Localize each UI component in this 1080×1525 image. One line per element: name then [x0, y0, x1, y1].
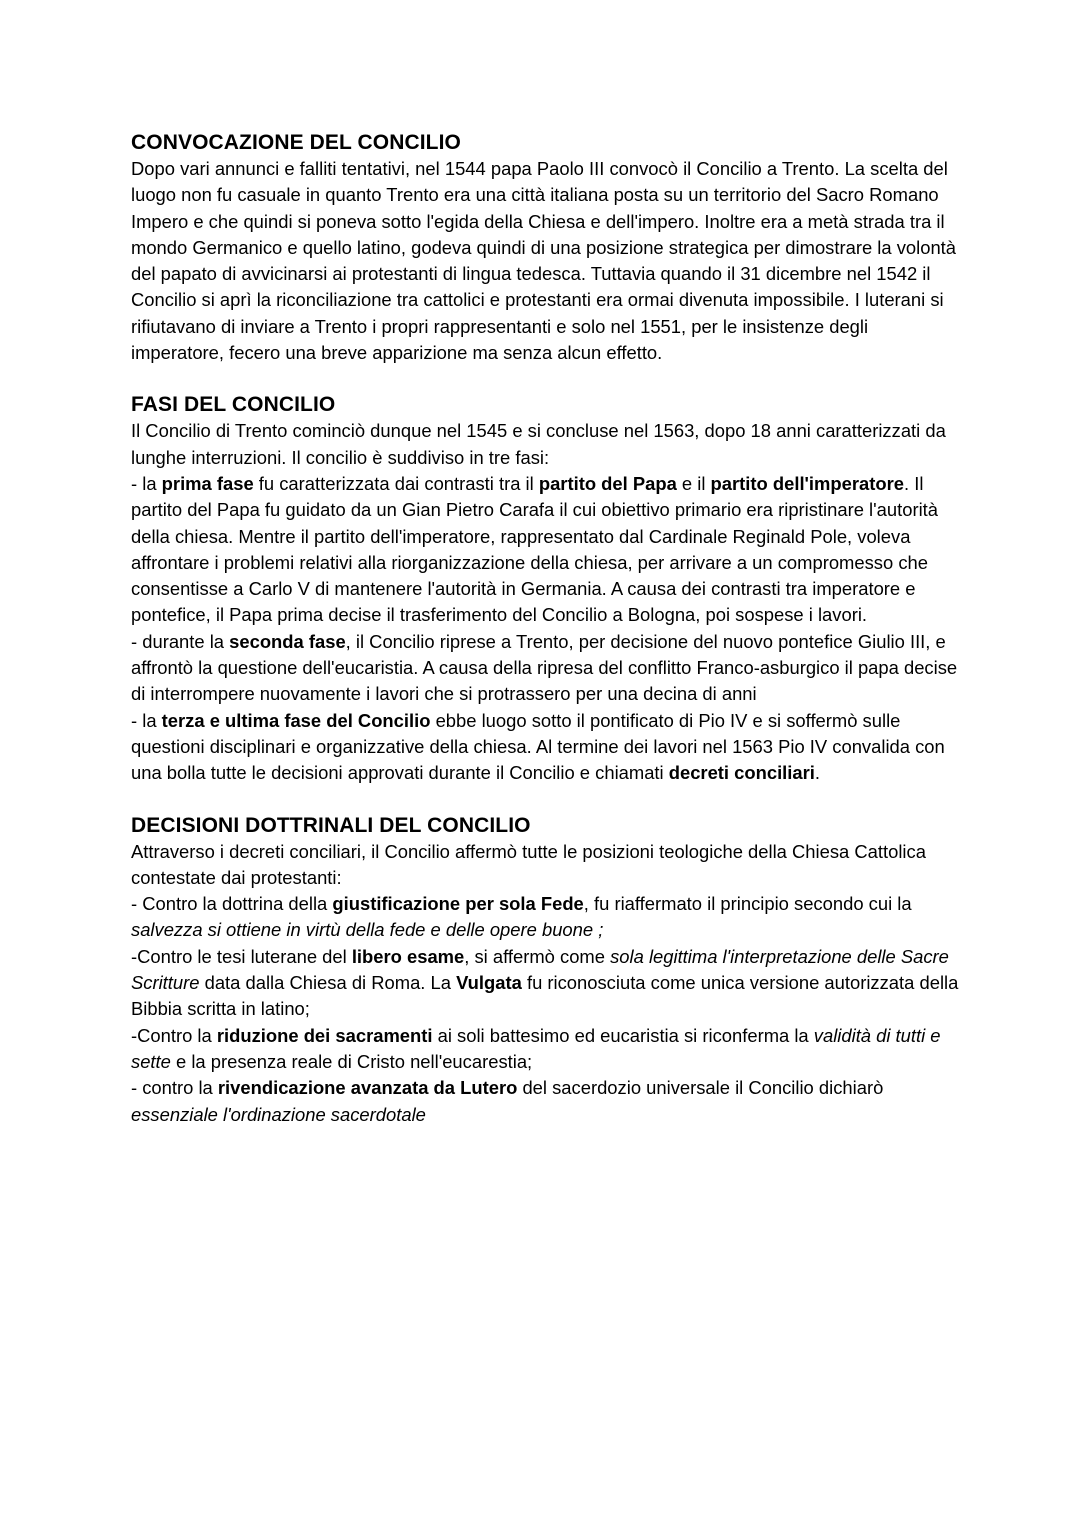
text-run: . Il partito del Papa fu guidato da un Gian Pietro Carafa il cui obiettivo primario era ripristinare l'autorità della chiesa. Mentre il partito dell'imperatore, rappresentato dal Cardinale Reginald Pole, voleva affrontare i problemi relativi alla riorganizzazione della chiesa, per arrivare a un compromesso che consentisse a Carlo V di mantenere l'autorità in Germania. A causa dei contrasti tra imperatore e pontefice, il Papa prima decise il trasferimento del Concilio a Bologna, poi sospese i lavori.: [131, 472, 938, 626]
list-item-libero-esame: [131, 944, 961, 1023]
list-item-giustificazione: [131, 891, 961, 944]
bold-text: rivendicazione avanzata da Lutero: [217, 1077, 518, 1099]
bold-text: giustificazione per sola Fede: [332, 893, 584, 915]
bold-text: partito dell'imperatore: [710, 472, 904, 494]
document-page: [131, 130, 961, 1154]
text-run: Attraverso i decreti conciliari, il Concilio affermò tutte le posizioni teologiche della Chiesa Cattolica contestate dai protestanti:: [131, 840, 926, 888]
bold-text: riduzione dei sacramenti: [216, 1024, 433, 1046]
text-run: fu caratterizzata dai contrasti tra il: [253, 472, 539, 494]
text-run: data dalla Chiesa di Roma. La: [199, 972, 457, 994]
text-run: - la: [131, 472, 162, 494]
list-item-seconda-fase: [131, 629, 961, 708]
paragraph: [131, 839, 961, 892]
text-run: ai soli battesimo ed eucaristia si riconferma la: [432, 1024, 814, 1046]
bold-text: partito del Papa: [538, 472, 677, 494]
section-heading: FASI DEL CONCILIO: [131, 393, 336, 417]
text-run: , il Concilio riprese a Trento, per decisione del nuovo pontefice Giulio III, e affrontò la questione dell'eucaristia. A causa della ripresa del conflitto Franco-asburgico il papa decise di interrompere nuovamente i lavori che si protrassero per una decina di anni: [131, 630, 958, 705]
section-decisioni: [131, 813, 961, 1128]
text-run: , fu riaffermato il principio secondo cui la: [583, 893, 912, 915]
bold-text: libero esame: [351, 945, 465, 967]
text-run: -Contro le tesi luterane del: [131, 945, 352, 967]
section-convocazione: [131, 130, 961, 366]
italic-text: validità di tutti e sette: [131, 1024, 941, 1072]
text-run: Il Concilio di Trento cominciò dunque nel 1545 e si concluse nel 1563, dopo 18 anni caratterizzati da lunghe interruzioni. Il concilio è suddiviso in tre fasi:: [131, 420, 946, 468]
bold-text: prima fase: [161, 472, 254, 494]
bold-text: terza e ultima fase del Concilio: [161, 709, 431, 731]
list-item-prima-fase: [131, 471, 961, 629]
section-heading: CONVOCAZIONE DEL CONCILIO: [131, 131, 461, 154]
text-run: e il: [676, 472, 711, 494]
bold-text: seconda fase: [229, 630, 346, 652]
text-run: e la presenza reale di Cristo nell'eucarestia;: [170, 1050, 533, 1072]
text-run: - Contro la dottrina della: [131, 893, 333, 915]
section-heading: DECISIONI DOTTRINALI DEL CONCILIO: [131, 813, 531, 837]
list-item-terza-fase: [131, 708, 961, 787]
text-run: , si affermò come: [464, 945, 611, 967]
italic-text: salvezza si ottiene in virtù della fede e delle opere buone ;: [131, 919, 604, 941]
text-run: ebbe luogo sotto il pontificato di Pio IV e si soffermò sulle questioni disciplinari e organizzative della chiesa. Al termine dei lavori nel 1563 Pio IV convalida con una bolla tutte le decisioni approvati durante il Concilio e chiamati: [131, 709, 945, 784]
bold-text: Vulgata: [456, 972, 522, 994]
text-run: - durante la: [131, 630, 230, 652]
text-run: .: [814, 762, 821, 784]
text-run: Dopo vari annunci e falliti tentativi, nel 1544 papa Paolo III convocò il Concilio a Trento. La scelta del luogo non fu casuale in quanto Trento era una città italiana posta su un territorio del Sacro Romano Impero e che quindi si poneva sotto l'egida della Chiesa e dell'impero. Inoltre era a metà strada tra il mondo Germanico e quello latino, godeva quindi di una posizione strategica per dimostrare la volontà del papato di avvicinarsi ai protestanti di lingua tedesca. Tuttavia quando il 31 dicembre nel 1542 il Concilio si aprì la riconciliazione tra cattolici e protestanti era ormai divenuta impossibile. I luterani si rifiutavano di inviare a Trento i propri rappresentanti e solo nel 1551, per le insistenze degli imperatore, fecero una breve apparizione ma senza alcun effetto.: [131, 158, 957, 364]
section-fasi: [131, 392, 961, 786]
list-item-sacerdozio: [131, 1075, 961, 1128]
list-item-sacramenti: [131, 1023, 961, 1076]
text-run: - contro la: [131, 1077, 218, 1099]
text-run: - la: [131, 709, 162, 731]
italic-text: essenziale l'ordinazione sacerdotale: [131, 1103, 426, 1125]
text-run: del sacerdozio universale il Concilio dichiarò: [517, 1077, 884, 1099]
text-run: -Contro la: [131, 1024, 217, 1046]
italic-text: sola legittima l'interpretazione delle Sacre Scritture: [131, 945, 949, 994]
bold-text: decreti conciliari: [668, 762, 815, 784]
paragraph: [131, 418, 961, 471]
text-run: fu riconosciuta come unica versione autorizzata della Bibbia scritta in latino;: [131, 972, 959, 1020]
paragraph: [131, 156, 961, 366]
